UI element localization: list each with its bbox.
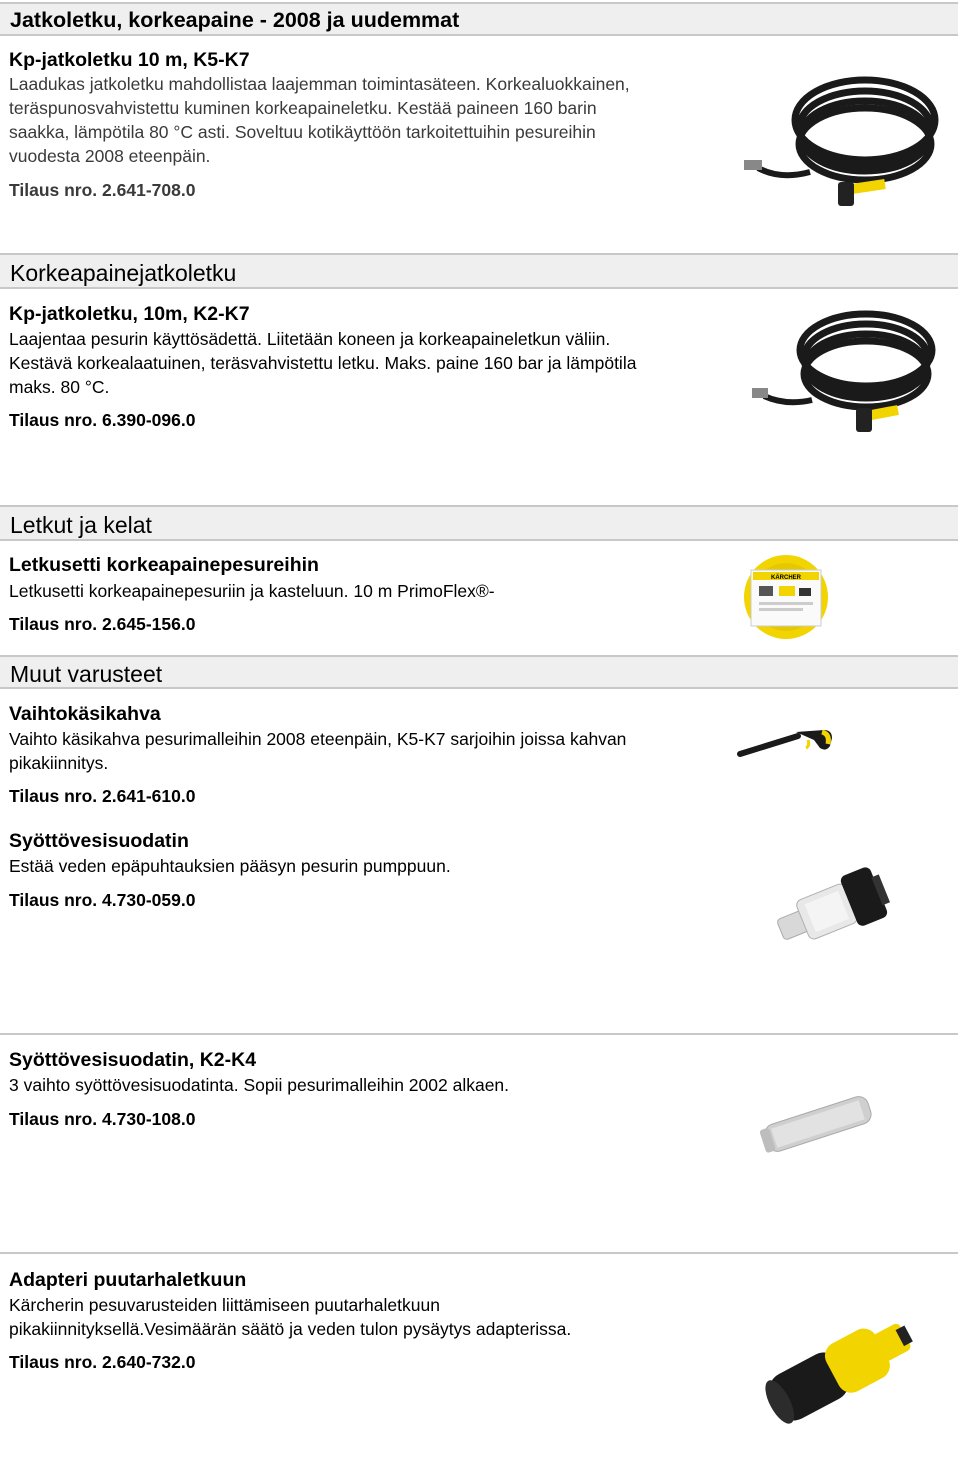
section-header <box>0 253 958 289</box>
section-header <box>0 2 958 36</box>
section-title: Jatkoletku, korkeapaine - 2008 ja uudemmat <box>10 8 460 32</box>
order-number: Tilaus nro. 2.641-708.0 <box>9 180 196 200</box>
coiled-hose-icon <box>740 72 960 212</box>
filter-cartridge-icon <box>758 1084 878 1164</box>
water-filter-icon <box>768 858 898 958</box>
order-number: Tilaus nro. 2.640-732.0 <box>9 1352 196 1372</box>
section-title: Letkut ja kelat <box>10 512 152 538</box>
product-title: Adapteri puutarhaletkuun <box>9 1269 247 1291</box>
order-number: Tilaus nro. 4.730-108.0 <box>9 1109 196 1129</box>
section-title: Muut varusteet <box>10 661 163 687</box>
garden-hose-adapter-icon <box>760 1300 930 1430</box>
divider <box>0 1252 958 1254</box>
spray-gun-icon <box>738 724 838 764</box>
order-number: Tilaus nro. 2.645-156.0 <box>9 614 196 634</box>
divider <box>0 1033 958 1035</box>
product-title: Kp-jatkoletku, 10m, K2-K7 <box>9 303 250 325</box>
product-title: Letkusetti korkeapainepesureihin <box>9 554 319 576</box>
section-header <box>0 655 958 689</box>
order-number: Tilaus nro. 4.730-059.0 <box>9 890 196 910</box>
package-brand-label: KÄRCHER <box>771 575 801 581</box>
section-title: Korkeapainejatkoletku <box>10 260 237 286</box>
product-title: Syöttövesisuodatin, K2-K4 <box>9 1049 257 1071</box>
product-title: Kp-jatkoletku 10 m, K5-K7 <box>9 49 250 71</box>
coiled-hose-icon <box>748 308 958 438</box>
order-number: Tilaus nro. 6.390-096.0 <box>9 410 196 430</box>
product-title: Syöttövesisuodatin <box>9 830 189 852</box>
hose-set-package-icon <box>741 552 831 642</box>
product-title: Vaihtokäsikahva <box>9 703 161 725</box>
order-number: Tilaus nro. 2.641-610.0 <box>9 786 196 806</box>
section-header <box>0 505 958 541</box>
